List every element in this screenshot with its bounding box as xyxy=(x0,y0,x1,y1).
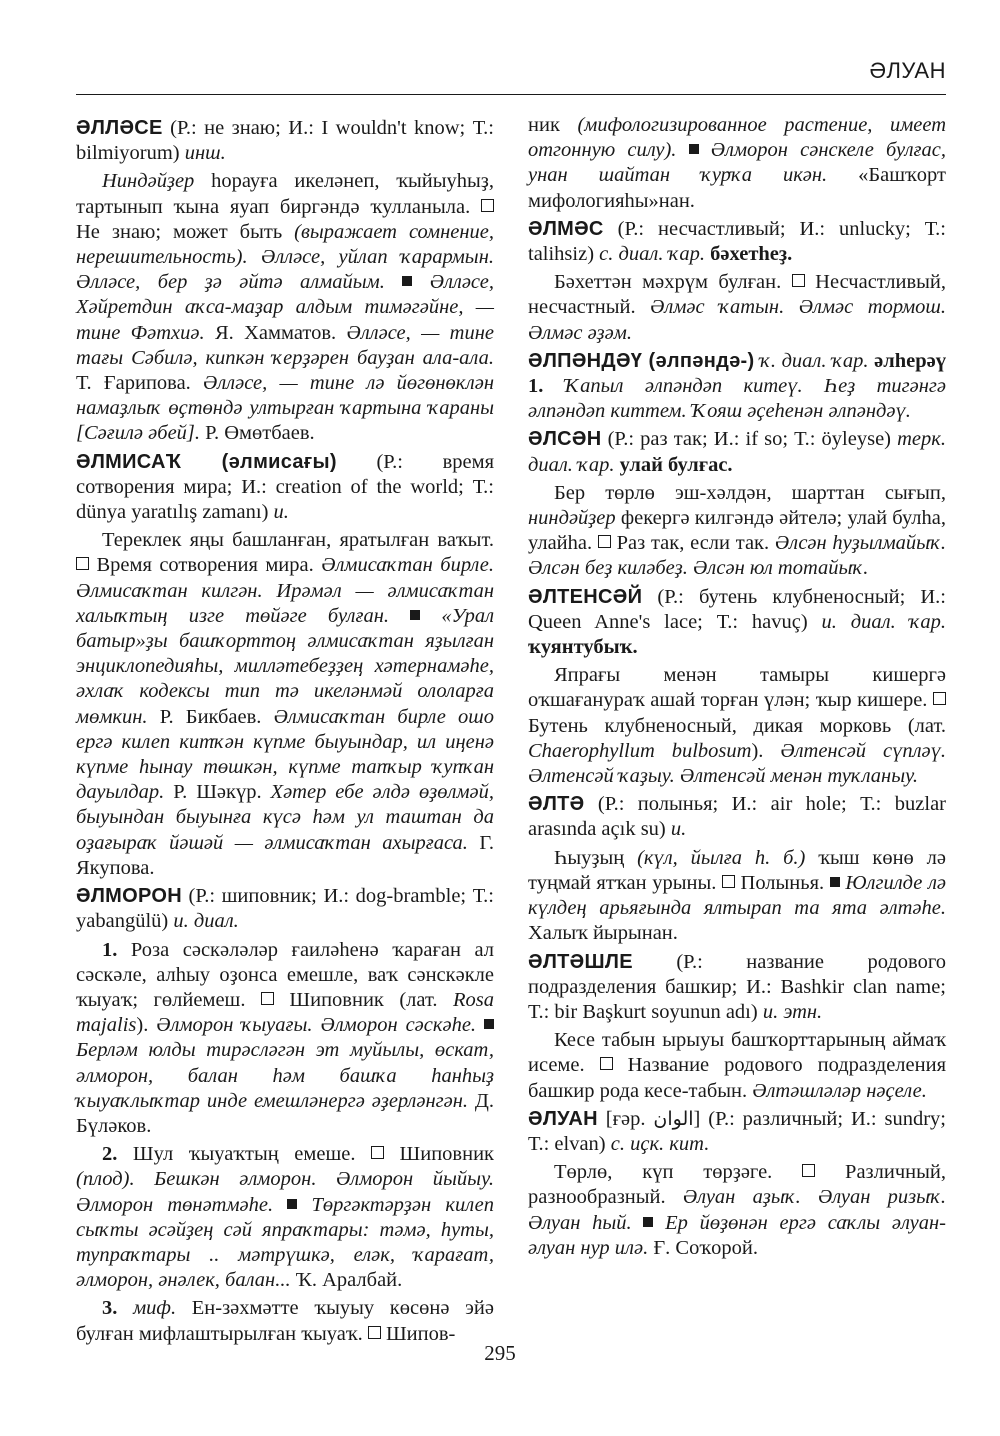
example: Ҡапыл әлпәндәп китеү. Һеҙ тигәнгә әлпәндәп киттем. Ҡояш әҫеһенән әлпәндәү. xyxy=(528,375,946,423)
headword: ӘЛЛӘСЕ xyxy=(76,117,163,139)
example: Юлгилде лә күлдең арьяғында ялтырап та ята әлтәһе. xyxy=(528,871,946,920)
grammar-label: и. диал. ҡар. xyxy=(821,610,947,633)
headword: ӘЛТӘ xyxy=(528,793,585,816)
example: Әлмәс ҡатын. Әлмәс тормош. Әлмәс әҙәм. xyxy=(528,296,947,344)
cross-reference: ҡуянтубыҡ. xyxy=(528,636,638,659)
author: Р. Өмөтбаев. xyxy=(200,422,315,445)
entry-alsan xyxy=(528,427,946,477)
example: Әлморон сәнскеле булғас, унан шайтан ҡурҡа икән. xyxy=(528,139,946,187)
grammar-label: и. диал. xyxy=(173,910,239,933)
entry-altensay xyxy=(528,585,946,661)
entry-translations: (Р.: время сотворения мира; И.: creation of the world; Т.: dünya yaratılış zamanı) xyxy=(76,450,495,524)
sense-3-continued: ник (мифологизированное растение, имеет отгонную силу). Әлморон сәнскеле булғас, унан шайтан ҡурҡа икән. «Башҡорт мифологияһы»нан. xyxy=(528,114,947,212)
quotation-marker-icon xyxy=(402,276,412,286)
example: Хәтер ебе әлдә өҙөлмәй, быуындан быуынға күсә һәм ул таштан да оҙағыраҡ йәшәй — әлмисаҡтан ахырғаса. xyxy=(76,781,494,854)
author: Ҡ. Аралбай. xyxy=(290,1269,403,1292)
sense-3: 3. миф. Ен-зәхмәтте ҡыуыу көсөнә эйә булған мифлаштырылған ҡыуаҡ. Шипов- xyxy=(76,1297,494,1345)
russian-marker-icon xyxy=(722,875,735,888)
headword: ӘЛМӘС xyxy=(528,217,604,240)
headword: ӘЛМИСАҠ xyxy=(76,450,182,473)
definition-paragraph: Төрлө, күп төрҙәге. Различный, разнообразный. Әлуан аҙыҡ. Әлуан ризыҡ. Әлуан һый. Ер йөҙөнән ергә саҡлы әлуан-әлуан нур илә. Ғ. Соҡорой. xyxy=(528,1161,946,1259)
example: «Урал батыр»ҙы башҡорттоң әлмисаҡтан яҙылған энциклопедияһы, милләтебеҙҙең хәтернамәһе, әхлаҡ кодексы тип тә икеләнмәй ололарға мөмкин. xyxy=(76,604,495,728)
headword-variant: (әлпәндә-) xyxy=(642,349,755,372)
author: Халыҡ йырынан. xyxy=(528,922,678,945)
entry-translations: (Р.: несчастливый; И.: unlucky; Т.: talihsiz) xyxy=(528,217,946,266)
quotation-marker-icon xyxy=(830,877,840,887)
page-number: 295 xyxy=(484,1341,516,1365)
headword: ӘЛТЕНСӘЙ xyxy=(528,585,643,608)
example: Бешкән әлморон. Әлморон йыйыу. Әлморон төнәтмәһе. xyxy=(76,1168,494,1216)
author: Я. Хамматов. xyxy=(204,321,347,344)
quotation-marker-icon xyxy=(287,1199,297,1209)
cross-reference: бәхетһеҙ. xyxy=(705,243,793,266)
definition-paragraph: Тереклек яңы башланған, яратылған ваҡыт. Время сотворения мира. Әлмисаҡтан бирле. Әлмисаҡтан килгән. Ирәмәл — әлмисаҡтан халыҡтың изге төйәге булған. «Урал батыр»ҙы башҡорттоң әлмисаҡтан яҙылған энциклопедияһы, милләтебеҙҙең хәтернамәһе, әхлаҡ кодексы тип тә икеләнмәй ололарға мөмкин. Р. Бикбаев. Әлмисаҡтан бирле ошо ергә килеп китҡән күпме быуындар, ил иңенә күпме һынау төшкән, күпме тапҡыр ҡупҡан дауылдар. Р. Шәкүр. Хәтер ебе әлдә өҙөлмәй, быуындан быуынға күсә һәм ул таштан да оҙағыраҡ йәшәй — әлмисаҡтан ахырғаса. Г. Якупова. xyxy=(76,529,495,879)
etymology-close: ] xyxy=(693,1107,701,1130)
definition-paragraph: Япрағы менән тамыры кишергә оҡшағанураҡ ашай торған үлән; ҡыр кишере. Бутень клубненосный, дикая морковь (лат. Chaerophyllum bulbosum). Әлтенсәй сүпләү. Әлтенсәй ҡаҙыу. Әлтенсәй менән туҡланыу. xyxy=(528,664,946,788)
author: Р. Бикбаев. xyxy=(147,705,274,728)
example: Әлмисаҡтан бирле ошо ергә килеп китҡән күпме быуындар, ил иңенә күпме һынау төшкән, күпме тапҡыр ҡупҡан дауылдар. xyxy=(76,705,495,804)
definition-paragraph: Һыуҙың (күл, йылға һ. б.) ҡыш көнө лә туңмай ятҡан урыны. Полынья. Юлгилде лә күлдең арьяғында ялтырап та ята әлтәһе. Халыҡ йырынан. xyxy=(528,846,946,945)
definition-paragraph: Бер төрлө эш-хәлдән, шарттан сығып, ниндәйҙер фекергә килгәндә әйтелә; улай булһа, улайһа. Раз так, если так. Әлсән һуҙылмайыҡ. Әлсән беҙ киләбеҙ. Әлсән юл тотайыҡ. xyxy=(528,481,947,580)
grammar-label: и. этн. xyxy=(762,1000,823,1023)
example: Төргәктәрҙән килеп сыҡты әсәйҙең сәй япраҡтары: тәмә, һуты, тупраҡтары .. мәтрүшкә, еләк, ҡарағат, әлморон, әнәлек, балан... xyxy=(76,1193,494,1292)
latin-name: Rosa majalis xyxy=(76,988,494,1037)
russian-marker-icon xyxy=(368,1326,381,1339)
author: «Башҡорт мифологияһы»нан. xyxy=(528,164,946,212)
russian-marker-icon xyxy=(802,1164,815,1177)
russian-marker-icon xyxy=(600,1057,613,1070)
entry-translations: (Р.: различный; И.: sundry; Т.: elvan) xyxy=(528,1107,946,1155)
grammar-label: терк. диал. ҡар. xyxy=(528,428,946,476)
entry-allese xyxy=(76,116,494,166)
russian-marker-icon xyxy=(598,535,611,548)
example: Берләм юлды тирәсләгән эт муйылы, өскат, әлморон, балан һәм башҡа һанһыҙ ҡыуаҡлыҡтар инде емешләнергә әҙерләнгән. xyxy=(76,1039,494,1112)
headword-variant: (әлмисағы) xyxy=(181,450,337,473)
entry-alpandau xyxy=(528,349,946,425)
headword: ӘЛМОРОН xyxy=(76,885,182,908)
etymology-open: [ғәр. xyxy=(597,1107,654,1130)
russian-marker-icon xyxy=(481,199,494,212)
grammar-label: с. иҫк. кит. xyxy=(610,1132,710,1155)
sense-number: 1. xyxy=(102,938,118,961)
quotation-marker-icon xyxy=(643,1217,653,1227)
latin-name: Chaerophyllum bulbosum xyxy=(528,739,752,762)
russian-marker-icon xyxy=(76,557,89,570)
russian-marker-icon xyxy=(371,1146,384,1159)
right-column xyxy=(528,113,946,1261)
headword: ӘЛСӘН xyxy=(528,428,602,451)
russian-marker-icon xyxy=(792,274,805,287)
page-header xyxy=(76,56,946,95)
example: Әлләсе, — тине лә йөгөнөклән намаҙлыҡ өҫтөндә ултырған ҡартына ҡараны [Сәғилә әбей]. xyxy=(76,372,494,445)
grammar-label: и. xyxy=(273,501,289,524)
definition-paragraph: Кесе табын ырыуы башҡорттарының аймаҡ исеме. Название родового подразделения башкир рода кесе-табын. Әлтәшләләр нәҫеле. xyxy=(528,1029,946,1102)
left-column xyxy=(76,113,494,1347)
example: Әлтәшләләр нәҫеле. xyxy=(752,1079,927,1102)
example: Әлуан аҙыҡ. Әлуан ризыҡ. Әлуан һый. xyxy=(528,1186,946,1234)
author: Т. Ғарипова. xyxy=(76,372,203,395)
entry-translations: (Р.: шиповник; И.: dog-bramble; Т.: yabangülü) xyxy=(76,885,494,933)
sense-1: 1. Роза сәскәләләр ғаиләһенә ҡараған ал сәскәле, алһыу оҙонса емешле, ваҡ сәнскәкле ҡыуаҡ; гөлйемеш. Шиповник (лат. Rosa majalis). Әлморон ҡыуағы. Әлморон сәскәһе. Берләм юлды тирәсләгән эт муйылы, өскат, әлморон, балан һәм башҡа һанһыҙ ҡыуаҡлыҡтар инде емешләнергә әҙерләнгән. Д. Бүләков. xyxy=(76,938,495,1137)
arabic-etymon: الوان xyxy=(653,1107,694,1130)
running-head: ӘЛУАН xyxy=(869,58,946,83)
author: Р. Шәкүр. xyxy=(164,781,271,804)
quotation-marker-icon xyxy=(689,144,699,154)
grammar-label: ҡ. диал. ҡар. xyxy=(754,349,869,372)
russian-marker-icon xyxy=(261,992,274,1005)
cross-reference: улай булғас. xyxy=(614,453,733,476)
example: Әлморон ҡыуағы. Әлморон сәскәһе. xyxy=(156,1014,485,1037)
entry-translations: (Р.: раз так; И.: if so; Т.: öyleyse) xyxy=(601,428,898,451)
entry-almoron xyxy=(76,884,494,934)
entry-altashle xyxy=(528,950,946,1026)
grammar-label: с. диал. ҡар. xyxy=(599,243,706,266)
entry-almisak xyxy=(76,450,494,526)
sense-number: 2. xyxy=(102,1143,118,1166)
entry-translations: (Р.: бутень клубненосный; И.: Queen Anne's lace; Т.: havuç) xyxy=(528,585,946,633)
russian-marker-icon xyxy=(933,692,946,705)
sense-2: 2. Шул ҡыуаҡтың емеше. Шиповник (плод). Бешкән әлморон. Әлморон йыйыу. Әлморон төнәтмәһе. Төргәктәрҙән килеп сыҡты әсәйҙең сәй япраҡтары: тәмә, һуты, тупраҡтары .. мәтрүшкә, еләк, ҡарағат, әлморон, әнәлек, балан... Ҡ. Аралбай. xyxy=(76,1143,495,1292)
example: Әлтенсәй сүпләү. Әлтенсәй ҡаҙыу. Әлтенсәй менән туҡланыу. xyxy=(528,739,946,788)
example: Әлләсе, — тине тағы Сәбилә, кипкән ҡерҙәрен бауҙан ала-ала. xyxy=(76,321,494,369)
example: Әлләсе, Хәйретдин аҡса-маҙар алдым тимәгәйне, — тине Фәтхиә. xyxy=(76,271,494,344)
entry-translations: (Р.: название родового подразделения башкир; И.: Bashkir clan name; Т.: bir Başkurt soyunun adı) xyxy=(528,950,946,1023)
cross-reference: әлһерәү 1. xyxy=(528,349,946,398)
headword: ӘЛПӘНДӘҮ xyxy=(528,349,643,372)
headword: ӘЛУАН xyxy=(528,1107,598,1130)
grammar-label: инш. xyxy=(184,142,226,165)
example: Әлсән һуҙылмайыҡ. Әлсән беҙ киләбеҙ. Әлсән юл тотайыҡ. xyxy=(528,532,947,580)
example: Әлмисаҡтан бирле. Әлмисаҡтан килгән. Ирәмәл — әлмисаҡтан халыҡтың изге төйәге булған. xyxy=(76,554,494,627)
entry-almas xyxy=(528,217,946,267)
author: Ғ. Соҡорой. xyxy=(648,1236,758,1259)
grammar-label: миф. xyxy=(117,1297,177,1320)
example: Ер йөҙөнән ергә саҡлы әлуан-әлуан нур илә. xyxy=(528,1211,946,1259)
example: Әлләсе, уйлап ҡарармын. Әлләсе, бер ҙә әйтә алмайым. xyxy=(76,246,494,294)
headword: ӘЛТӘШЛЕ xyxy=(528,950,633,973)
entry-alta xyxy=(528,792,946,842)
entry-translations: (Р.: полынья; И.: air hole; Т.: buzlar arasında açık su) xyxy=(528,793,946,841)
definition-paragraph: Ниндәйҙер һорауға икеләнеп, ҡыйыуһыҙ, тартынып ҡына яуап биргәндә ҡулланыла. Не знаю; может быть (выражает сомнение, нерешительность). Әлләсе, уйлап ҡарармын. Әлләсе, бер ҙә әйтә алмайым. Әлләсе, Хәйретдин аҡса-маҙар алдым тимәгәйне, — тине Фәтхиә. Я. Хамматов. Әлләсе, — тине тағы Сәбилә, кипкән ҡерҙәрен бауҙан ала-ала. Т. Ғарипова. Әлләсе, — тине лә йөгөнөклән намаҙлыҡ өҫтөндә ултырған ҡартына ҡараны [Сәғилә әбей]. Р. Өмөтбаев. xyxy=(76,170,494,445)
grammar-label: и. xyxy=(670,818,687,841)
sense-number: 3. xyxy=(102,1297,118,1320)
definition-paragraph: Бәхеттән мәхрүм булған. Несчастливый, несчастный. Әлмәс ҡатын. Әлмәс тормош. Әлмәс әҙәм. xyxy=(528,271,947,344)
author: Г. Якупова. xyxy=(76,831,494,879)
quotation-marker-icon xyxy=(484,1019,494,1029)
entry-translations: (Р.: не знаю; И.: I wouldn't know; Т.: bilmiyorum) xyxy=(76,117,494,165)
entry-aluan xyxy=(528,1107,946,1157)
author: Д. Бүләков. xyxy=(76,1089,495,1137)
quotation-marker-icon xyxy=(410,610,420,620)
